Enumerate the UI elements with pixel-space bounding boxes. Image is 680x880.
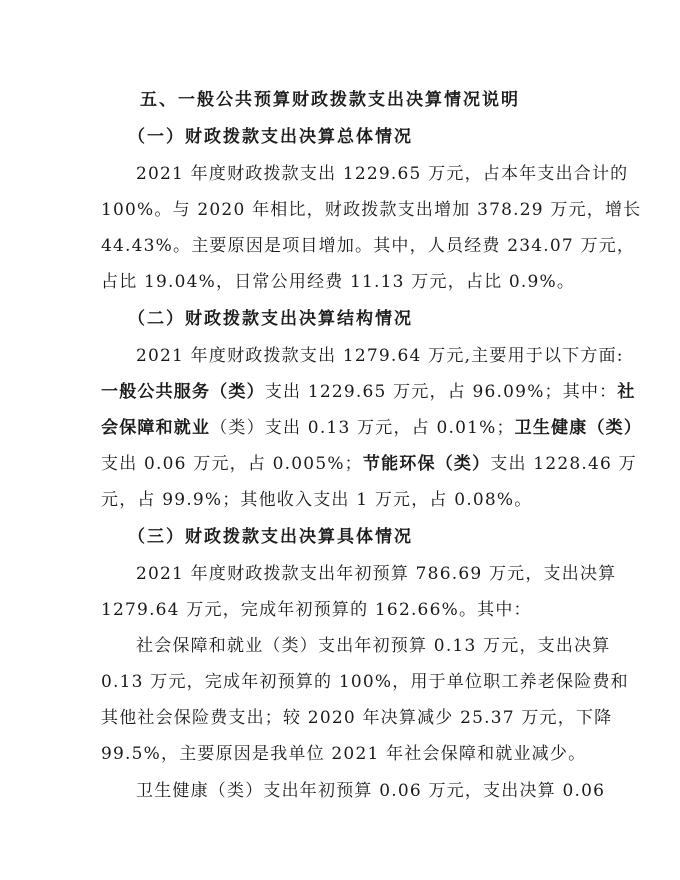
paragraph-text: 支出 1228.46 万 [490, 454, 637, 474]
paragraph-text: （类）支出 0.13 万元，占 0.01%； [210, 418, 515, 438]
category-general-public-services: 一般公共服务（类） [101, 382, 265, 402]
paragraph-line [101, 453, 637, 475]
paragraph-line: 元，占 99.9%；其他收入支出 1 万元，占 0.08%。 [101, 490, 533, 510]
section-1-heading: （一）财政拨款支出决算总体情况 [128, 127, 413, 147]
paragraph-line: 其他社会保险费支出；较 2020 年决算减少 25.37 万元，下降 [101, 708, 613, 728]
section-2-heading: （二）财政拨款支出决算结构情况 [128, 309, 413, 329]
document-title: 五、一般公共预算财政拨款支出决算情况说明 [140, 90, 520, 110]
paragraph-line: 0.13 万元，完成年初预算的 100%，用于单位职工养老保险费和 [101, 672, 629, 692]
paragraph-line: 2021 年度财政拨款支出 1279.64 万元,主要用于以下方面: [136, 346, 624, 366]
paragraph-line: 100%。与 2020 年相比，财政拨款支出增加 378.29 万元，增长 [101, 200, 642, 220]
paragraph-line: 44.43%。主要原因是项目增加。其中，人员经费 234.07 万元， [101, 236, 636, 256]
paragraph-line: 占比 19.04%，日常公用经费 11.13 万元，占比 0.9%。 [101, 272, 576, 292]
paragraph-line: 2021 年度财政拨款支出年初预算 786.69 万元，支出决算 [136, 564, 617, 584]
paragraph-line [101, 381, 636, 403]
paragraph-line: 社会保障和就业（类）支出年初预算 0.13 万元，支出决算 [136, 636, 611, 656]
paragraph-line: 1279.64 万元，完成年初预算的 162.66%。其中： [101, 600, 532, 620]
paragraph-line [101, 417, 643, 439]
paragraph-text: 支出 0.06 万元，占 0.005%； [101, 454, 363, 474]
category-health: 卫生健康（类） [514, 418, 643, 438]
section-3-heading: （三）财政拨款支出决算具体情况 [128, 527, 413, 547]
paragraph-line: 卫生健康（类）支出年初预算 0.06 万元，支出决算 0.06 [136, 781, 606, 801]
paragraph-text: 支出 1229.65 万元，占 96.09%；其中： [264, 382, 618, 402]
category-social-security: 会保障和就业 [101, 418, 211, 438]
paragraph-line: 2021 年度财政拨款支出 1229.65 万元，占本年支出合计的 [136, 164, 629, 184]
category-social-security-part: 社 [617, 382, 636, 402]
paragraph-line: 99.5%，主要原因是我单位 2021 年社会保障和就业减少。 [101, 744, 587, 764]
category-energy-environment: 节能环保（类） [362, 454, 491, 474]
